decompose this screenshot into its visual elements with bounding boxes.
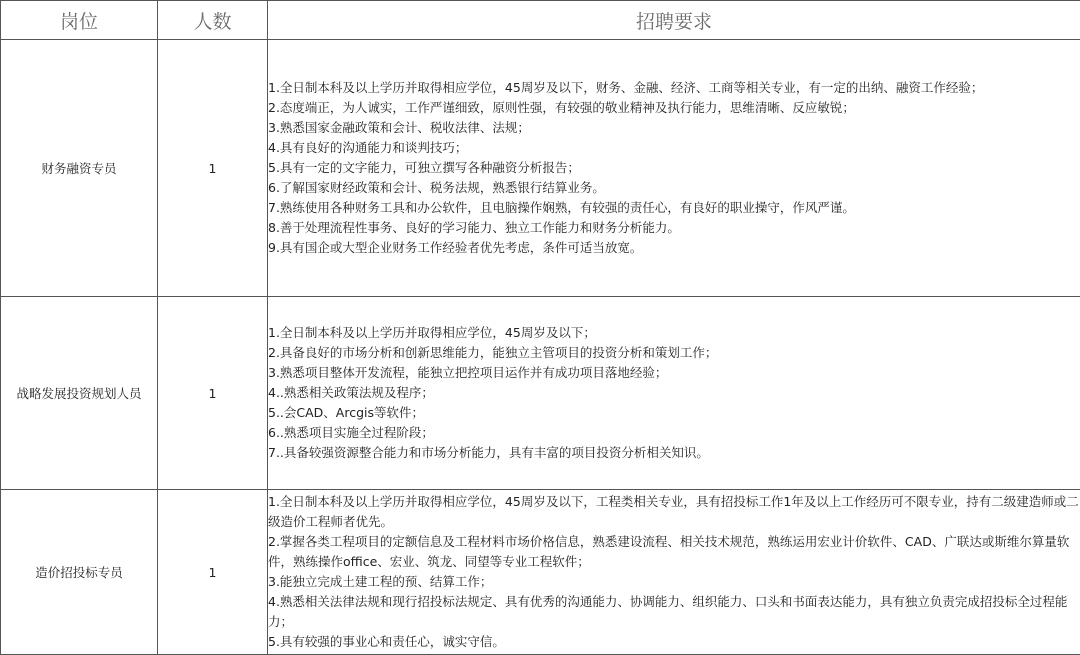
- requirement-item: 3.能独立完成土建工程的预、结算工作；: [268, 572, 1080, 592]
- requirement-item: 5.具有一定的文字能力，可独立撰写各种融资分析报告；: [268, 158, 1080, 178]
- requirement-item: 7..具备较强资源整合能力和市场分析能力，具有丰富的项目投资分析相关知识。: [268, 443, 1080, 463]
- requirement-item: 4.熟悉相关法律法规和现行招投标法规定、具有优秀的沟通能力、协调能力、组织能力、口头和书面表达能力，具有独立负责完成招投标全过程能力；: [268, 592, 1080, 632]
- header-position: 岗位: [1, 1, 158, 40]
- requirement-item: 4.具有良好的沟通能力和谈判技巧；: [268, 138, 1080, 158]
- requirement-item: 2.态度端正，为人诚实，工作严谨细致，原则性强，有较强的敬业精神及执行能力，思维清晰、反应敏锐；: [268, 98, 1080, 118]
- requirement-item: 2.掌握各类工程项目的定额信息及工程材料市场价格信息，熟悉建设流程、相关技术规范，熟练运用宏业计价软件、CAD、广联达或斯维尔算量软件，熟练操作office、宏业、筑龙、同望等专业工程软件；: [268, 532, 1080, 572]
- requirement-item: 5.具有较强的事业心和责任心，诚实守信。: [268, 632, 1080, 652]
- requirements-cell: [268, 297, 1080, 490]
- count-cell: 1: [158, 40, 268, 297]
- requirement-item: 9.具有国企或大型企业财务工作经验者优先考虑，条件可适当放宽。: [268, 238, 1080, 258]
- requirement-item: 2.具备良好的市场分析和创新思维能力，能独立主管项目的投资分析和策划工作；: [268, 343, 1080, 363]
- requirement-item: 1.全日制本科及以上学历并取得相应学位，45周岁及以下，财务、金融、经济、工商等相关专业，有一定的出纳、融资工作经验；: [268, 78, 1080, 98]
- position-cell: 战略发展投资规划人员: [1, 297, 158, 490]
- requirement-item: 7.熟练使用各种财务工具和办公软件，且电脑操作娴熟，有较强的责任心，有良好的职业操守，作风严谨。: [268, 198, 1080, 218]
- header-count: 人数: [158, 1, 268, 40]
- header-requirements: 招聘要求: [268, 1, 1080, 40]
- requirement-item: 6..熟悉项目实施全过程阶段；: [268, 423, 1080, 443]
- requirements-cell: [268, 490, 1080, 655]
- requirement-item: 3.熟悉国家金融政策和会计、税收法律、法规；: [268, 118, 1080, 138]
- position-cell: 财务融资专员: [1, 40, 158, 297]
- requirement-item: 6.了解国家财经政策和会计、税务法规，熟悉银行结算业务。: [268, 178, 1080, 198]
- requirements-cell: [268, 40, 1080, 297]
- table-row: [1, 40, 1080, 297]
- requirement-item: 1.全日制本科及以上学历并取得相应学位，45周岁及以下，工程类相关专业，具有招投标工作1年及以上工作经历可不限专业，持有二级建造师或二级造价工程师者优先。: [268, 492, 1080, 532]
- count-cell: 1: [158, 297, 268, 490]
- requirements-list: [268, 78, 1080, 258]
- table-header-row: [1, 1, 1080, 40]
- requirement-item: 5..会CAD、Arcgis等软件；: [268, 403, 1080, 423]
- requirement-item: 1.全日制本科及以上学历并取得相应学位，45周岁及以下；: [268, 323, 1080, 343]
- table-row: [1, 490, 1080, 655]
- requirement-item: 3.熟悉项目整体开发流程，能独立把控项目运作并有成功项目落地经验；: [268, 363, 1080, 383]
- table-row: [1, 297, 1080, 490]
- requirements-list: [268, 492, 1080, 652]
- count-cell: 1: [158, 490, 268, 655]
- requirements-list: [268, 323, 1080, 463]
- requirement-item: 8.善于处理流程性事务、良好的学习能力、独立工作能力和财务分析能力。: [268, 218, 1080, 238]
- position-cell: 造价招投标专员: [1, 490, 158, 655]
- requirement-item: 4..熟悉相关政策法规及程序；: [268, 383, 1080, 403]
